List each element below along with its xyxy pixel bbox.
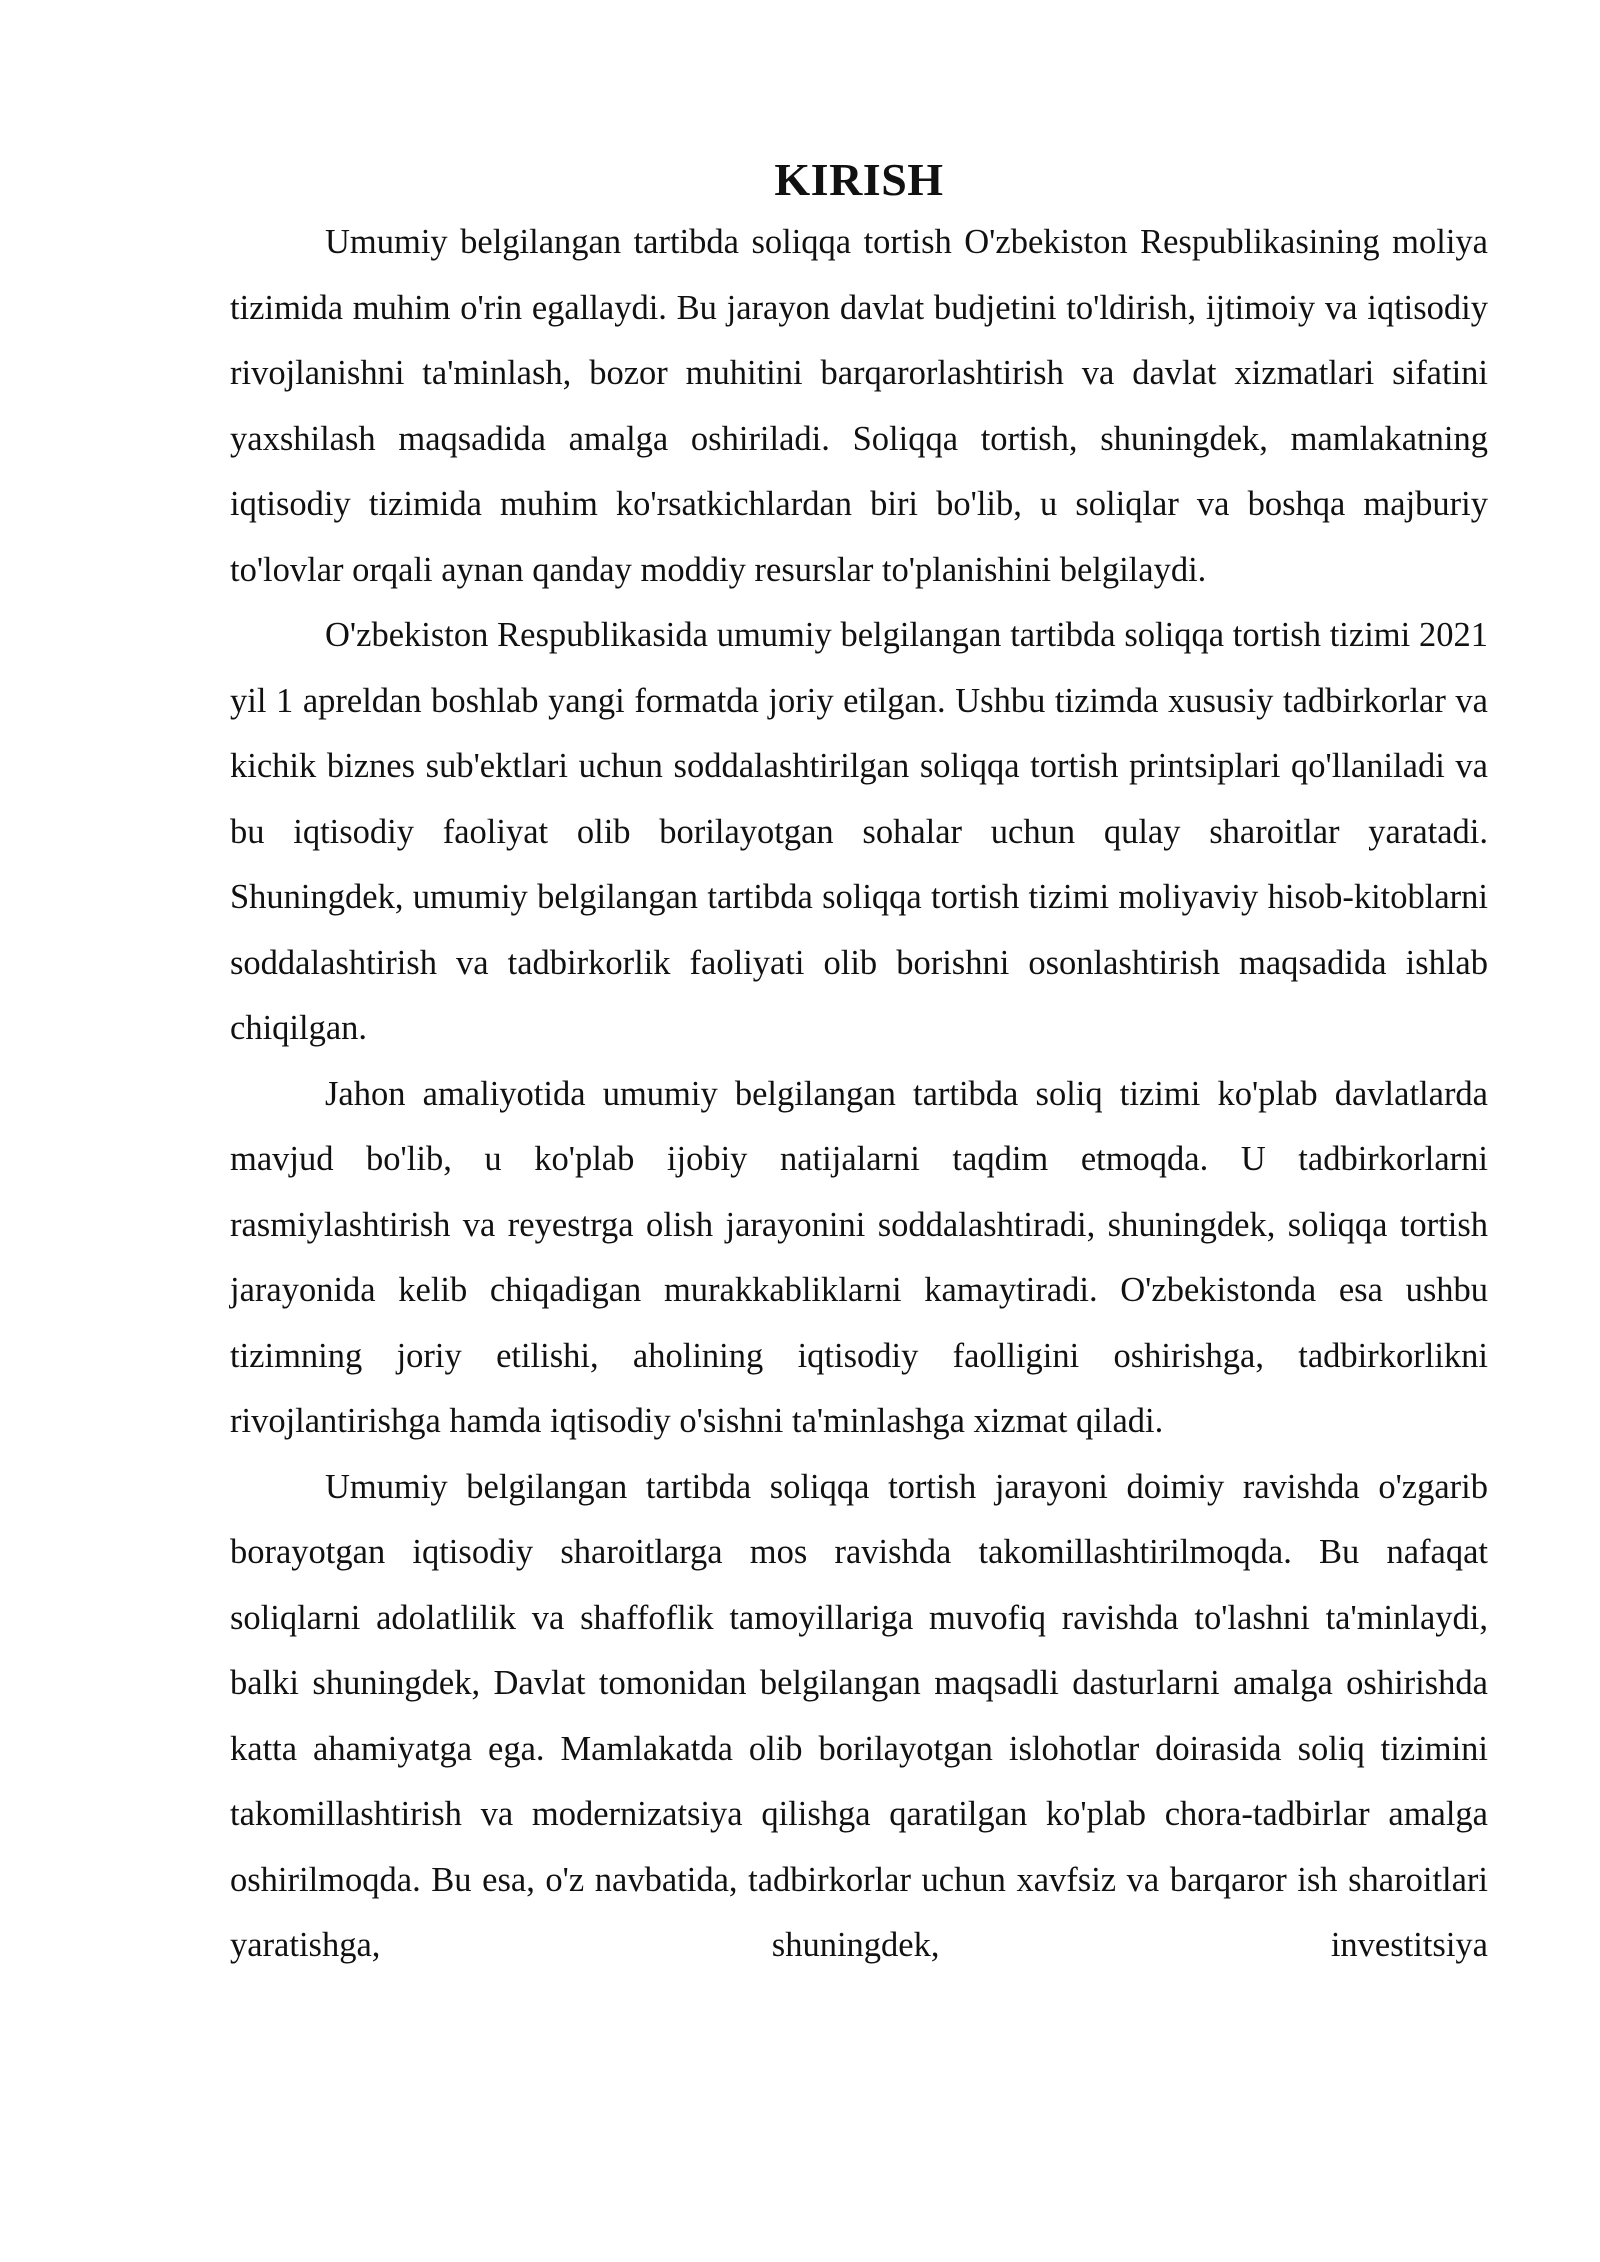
paragraph-1: Umumiy belgilangan tartibda soliqqa tortish O'zbekiston Respublikasining moliya tizimida muhim o'rin egallaydi. Bu jarayon davlat budjetini to'ldirish, ijtimoiy va iqtisodiy rivojlanishni ta'minlash, bozor muhitini barqarorlashtirish va davlat xizmatlari sifatini yaxshilash maqsadida amalga oshiriladi. Soliqqa tortish, shuningdek, mamlakatning iqtisodiy tizimida muhim ko'rsatkichlardan biri bo'lib, u soliqlar va boshqa majburiy to'lovlar orqali aynan qanday moddiy resurslar to'planishini belgilaydi. [230,223,1488,589]
paragraph-4: Umumiy belgilangan tartibda soliqqa tortish jarayoni doimiy ravishda o'zgarib borayotgan iqtisodiy sharoitlarga mos ravishda takomillashtirilmoqda. Bu nafaqat soliqlarni adolatlilik va shaffoflik tamoyillariga muvofiq ravishda to'lashni ta'minlaydi, balki shuningdek, Davlat tomonidan belgilangan maqsadli dasturlarni amalga oshirishda katta ahamiyatga ega. Mamlakatda olib borilayotgan islohotlar doirasida soliq tizimini takomillashtirish va modernizatsiya qilishga qaratilgan ko'plab chora-tadbirlar amalga oshirilmoqda. Bu esa, o'z navbatida, tadbirkorlar uchun xavfsiz va barqaror ish sharoitlari yaratishga, shuningdek, investitsiya [230,1467,1488,1964]
paragraph-3: Jahon amaliyotida umumiy belgilangan tartibda soliq tizimi ko'plab davlatlarda mavjud bo'lib, u ko'plab ijobiy natijalarni taqdim etmoqda. U tadbirkorlarni rasmiylashtirish va reyestrga olish jarayonini soddalashtiradi, shuningdek, soliqqa tortish jarayonida kelib chiqadigan murakkabliklarni kamaytiradi. O'zbekistonda esa ushbu tizimning joriy etilishi, aholining iqtisodiy faolligini oshirishga, tadbirkorlikni rivojlantirishga hamda iqtisodiy o'sishni ta'minlashga xizmat qiladi. [230,1074,1488,1440]
paragraph-2: O'zbekiston Respublikasida umumiy belgilangan tartibda soliqqa tortish tizimi 2021 yil 1 apreldan boshlab yangi formatda joriy etilgan. Ushbu tizimda xususiy tadbirkorlar va kichik biznes sub'ektlari uchun soddalashtirilgan soliqqa tortish printsiplari qo'llaniladi va bu iqtisodiy faoliyat olib borilayotgan sohalar uchun qulay sharoitlar yaratadi. Shuningdek, umumiy belgilangan tartibda soliqqa tortish tizimi moliyaviy hisob-kitoblarni soddalashtirish va tadbirkorlik faoliyati olib borishni osonlashtirish maqsadida ishlab chiqilgan. [230,616,1488,1047]
page-title: KIRISH [774,154,944,205]
document-body [230,150,1488,1979]
